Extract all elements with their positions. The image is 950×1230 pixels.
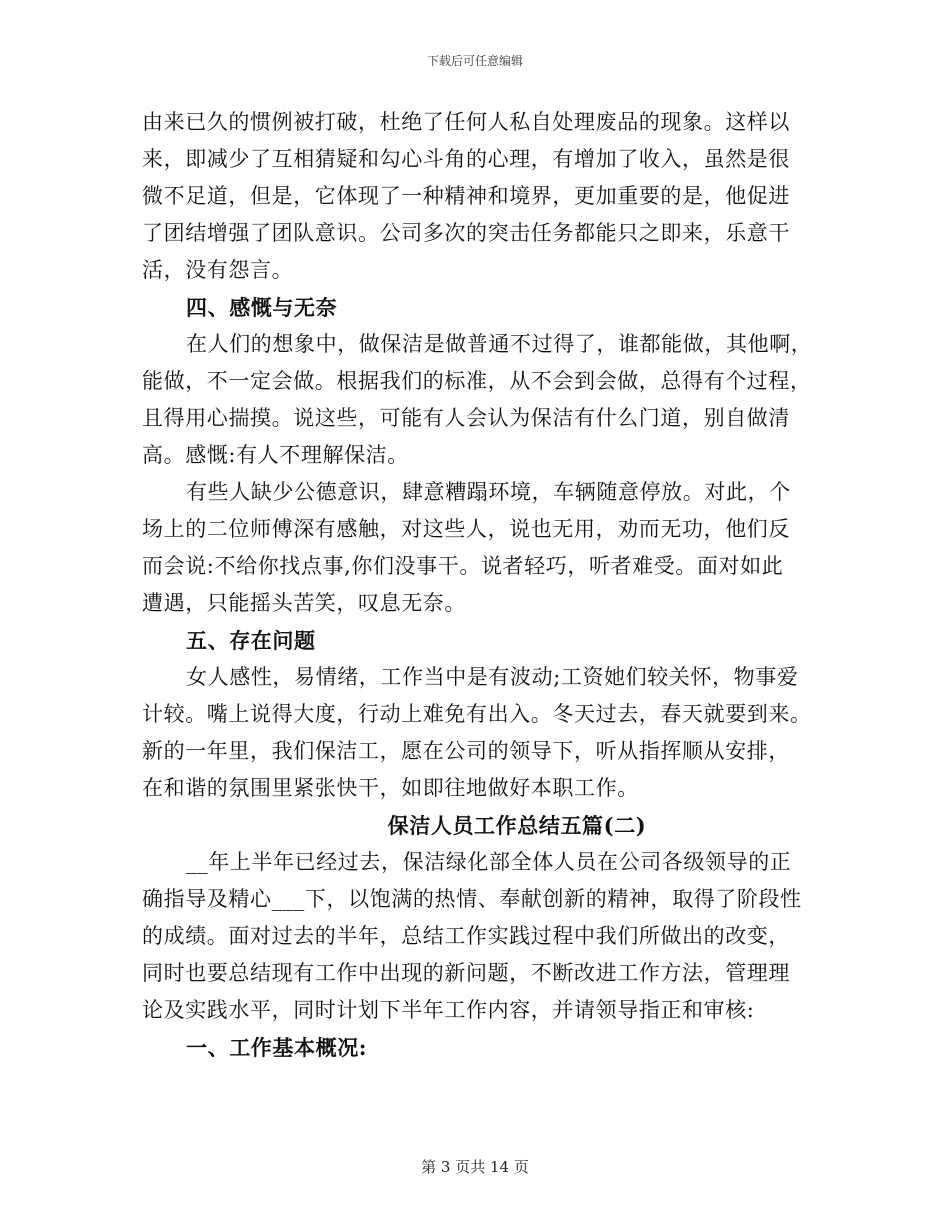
- document-title: 保洁人员工作总结五篇(二): [387, 813, 647, 838]
- paragraph-line: 场上的二位师傅深有感触，对这些人，说也无用，劝而无功，他们反: [142, 517, 790, 541]
- paragraph-line: 来，即减少了互相猜疑和勾心斗角的心理，有增加了收入，虽然是很: [142, 147, 790, 171]
- paragraph-first-line: 在人们的想象中，做保洁是做普通不过得了，谁都能做，其他啊，: [186, 332, 813, 356]
- section-heading: 五、存在问题: [186, 628, 316, 653]
- paragraph-line: 在和谐的氛围里紧张快干，如即往地做好本职工作。: [142, 776, 639, 800]
- paragraph-line: 且得用心揣摸。说这些，可能有人会认为保洁有什么门道，别自做清: [142, 406, 790, 430]
- paragraph-line: 而会说:不给你找点事,你们没事干。说者轻巧，听者难受。面对如此: [142, 554, 784, 578]
- paragraph-line: 微不足道，但是，它体现了一种精神和境界，更加重要的是，他促进: [142, 184, 790, 208]
- section-heading: 四、感慨与无奈: [186, 295, 338, 320]
- paragraph-line: 论及实践水平，同时计划下半年工作内容，并请领导指正和审核:: [142, 998, 755, 1022]
- document-body: [142, 104, 812, 1066]
- paragraph-line: 的成绩。面对过去的半年，总结工作实践过程中我们所做出的改变，: [142, 924, 790, 948]
- page-footer: 第 3 页共 14 页: [421, 1158, 529, 1176]
- paragraph-line: 确指导及精心___下，以饱满的热情、奉献创新的精神，取得了阶段性: [142, 887, 802, 911]
- paragraph-line: 计较。嘴上说得大度，行动上难免有出入。冬天过去，春天就要到来。: [142, 702, 812, 726]
- paragraph-line: 能做，不一定会做。根据我们的标准，从不会到会做，总得有个过程，: [142, 369, 812, 393]
- paragraph-line: 了团结增强了团队意识。公司多次的突击任务都能只之即来，乐意干: [142, 221, 790, 245]
- paragraph-line: 高。感慨:有人不理解保洁。: [142, 443, 409, 467]
- paragraph-line: 遭遇，只能摇头苦笑，叹息无奈。: [142, 591, 466, 615]
- paragraph-line: 新的一年里，我们保洁工，愿在公司的领导下，听从指挥顺从安排，: [142, 739, 790, 763]
- section-heading: 一、工作基本概况:: [186, 1035, 368, 1060]
- paragraph-line: 同时也要总结现有工作中出现的新问题，不断改进工作方法，管理理: [142, 961, 790, 985]
- paragraph-first-line: __年上半年已经过去，保洁绿化部全体人员在公司各级领导的正: [186, 850, 792, 874]
- paragraph-first-line: 女人感性，易情绪，工作当中是有波动;工资她们较关怀，物事爱: [186, 665, 799, 689]
- paragraph-first-line: 有些人缺少公德意识，肆意糟蹋环境，车辆随意停放。对此，个: [186, 480, 791, 504]
- paragraph-line: 活，没有怨言。: [142, 258, 294, 282]
- paragraph-line: 由来已久的惯例被打破，杜绝了任何人私自处理废品的现象。这样以: [142, 110, 790, 134]
- page-header: 下载后可任意编辑: [426, 54, 523, 68]
